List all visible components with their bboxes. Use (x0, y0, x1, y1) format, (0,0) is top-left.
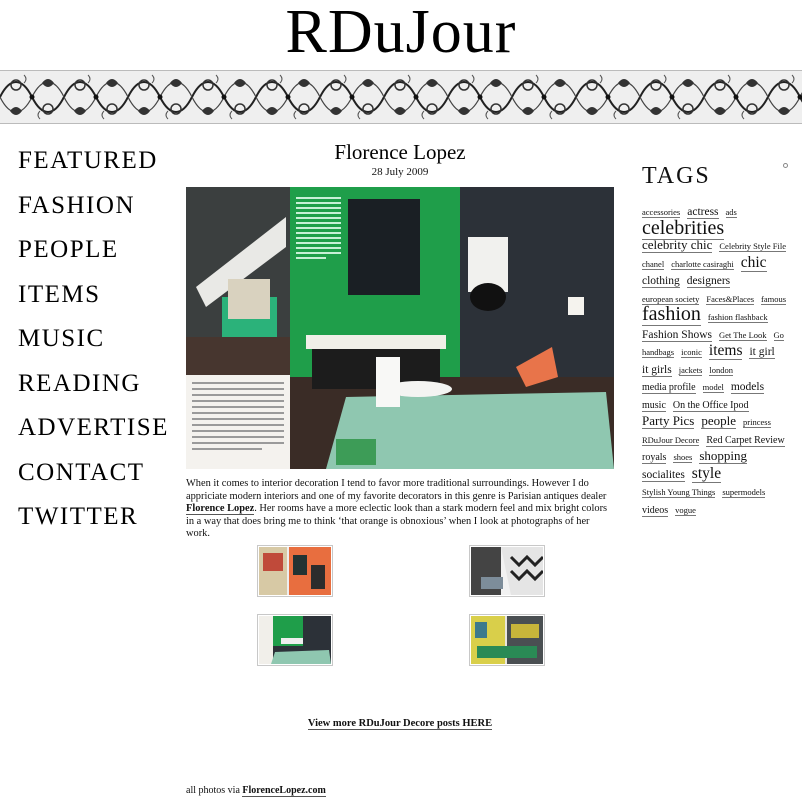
tag-link[interactable]: Party Pics (642, 413, 695, 428)
tag-link[interactable]: chanel (642, 258, 665, 269)
nav-advertise[interactable]: ADVERTISE (18, 414, 169, 441)
tag-link[interactable]: Get The Look (718, 329, 767, 340)
tag-link[interactable]: handbags (642, 347, 675, 357)
tag-link[interactable]: Fashion Shows (642, 328, 712, 341)
tag-link[interactable]: fashion flashback (707, 312, 768, 322)
post-body-text-2: . Her rooms have a more eclectic look than a stark modern feel and mix bright colors in a way that does bring me to think ‘that orange is obnoxious’ when I look at photographs of her work. (186, 503, 608, 539)
tag-link[interactable]: celebrity chic (642, 237, 713, 252)
main-nav (18, 139, 169, 540)
tag-link[interactable]: Faces&Places (706, 293, 755, 304)
tag-link[interactable]: accessories (642, 207, 681, 217)
gallery-thumbnail-3[interactable] (257, 614, 333, 666)
ornamental-banner (0, 70, 802, 124)
tag-link[interactable]: actress (687, 206, 719, 218)
photo-credit-prefix: all photos via (186, 785, 243, 796)
post-main-image[interactable] (186, 187, 614, 469)
site-logo[interactable]: RDuJour (285, 0, 517, 66)
nav-items[interactable]: ITEMS (18, 280, 101, 308)
tag-link[interactable]: european society (642, 293, 700, 304)
nav-contact[interactable]: CONTACT (18, 458, 145, 486)
nav-people[interactable]: PEOPLE (18, 236, 119, 263)
gallery-thumbnail-2[interactable] (469, 545, 545, 597)
tag-link[interactable]: ads (725, 207, 737, 217)
more-decore-posts-link[interactable]: View more RDuJour Decore posts HERE (307, 718, 493, 729)
tag-link[interactable]: Stylish Young Things (642, 487, 716, 497)
tag-link[interactable]: shopping (699, 448, 748, 463)
nav-music[interactable]: MUSIC (18, 325, 105, 352)
tag-link[interactable]: socialites (642, 468, 685, 481)
tag-cloud (642, 203, 792, 518)
tag-link[interactable]: media profile (642, 382, 696, 393)
tag-link[interactable]: iconic (681, 347, 702, 357)
photo-credit-link[interactable]: FlorenceLopez.com (242, 785, 326, 796)
post-body-text-1: When it comes to interior decoration I tend to favor more traditional surroundings. However I do appriciate modern interiors and one of my favorite decorators in this genre is Parisian antiques dealer (186, 478, 607, 502)
tag-link[interactable]: shoes (673, 452, 693, 462)
tag-link[interactable]: designers (686, 275, 731, 287)
tag-link[interactable]: fashion (642, 303, 701, 325)
tag-link[interactable]: famous (761, 293, 787, 304)
tags-dot-icon (783, 163, 788, 168)
tag-link[interactable]: style (691, 464, 722, 482)
nav-fashion[interactable]: FASHION (18, 191, 135, 219)
tag-link[interactable]: royals (642, 452, 667, 463)
nav-reading[interactable]: READING (18, 369, 141, 397)
tag-link[interactable]: Go (773, 329, 784, 340)
gallery-thumbnail-4[interactable] (469, 614, 545, 666)
tag-link[interactable]: On the Office Ipod (672, 399, 749, 411)
nav-featured[interactable]: FEATURED (18, 147, 158, 174)
tag-link[interactable]: Celebrity Style File (719, 241, 786, 251)
tag-link[interactable]: london (709, 364, 733, 375)
tag-link[interactable]: it girls (642, 363, 672, 376)
tag-link[interactable]: princess (743, 417, 771, 427)
tag-link[interactable]: celebrities (642, 216, 725, 239)
tag-link[interactable]: items (708, 342, 743, 359)
tag-link[interactable]: Red Carpet Review (706, 434, 785, 446)
florence-lopez-link[interactable]: Florence Lopez (186, 503, 255, 514)
tag-link[interactable]: chic (740, 253, 767, 271)
tag-link[interactable]: people (701, 413, 737, 428)
tags-heading: TAGS (642, 163, 711, 189)
photo-credit (186, 785, 326, 796)
tag-link[interactable]: RDuJour Decore (642, 434, 700, 445)
post-title[interactable]: Florence Lopez (334, 140, 466, 164)
post-date: 28 July 2009 (371, 166, 429, 178)
tag-link[interactable]: clothing (642, 275, 680, 287)
gallery-thumbnail-1[interactable] (257, 545, 333, 597)
tag-link[interactable]: music (642, 399, 666, 411)
tag-link[interactable]: jackets (678, 364, 703, 375)
tag-link[interactable]: model (702, 382, 724, 392)
tag-link[interactable]: videos (642, 504, 669, 516)
tag-link[interactable]: supermodels (722, 487, 766, 497)
tag-link[interactable]: charlotte casiraghi (671, 258, 734, 269)
nav-twitter[interactable]: TWITTER (18, 503, 139, 530)
post-body (186, 478, 614, 541)
tag-link[interactable]: vogue (675, 504, 696, 515)
tag-link[interactable]: it girl (749, 346, 775, 358)
tag-link[interactable]: models (730, 381, 765, 393)
